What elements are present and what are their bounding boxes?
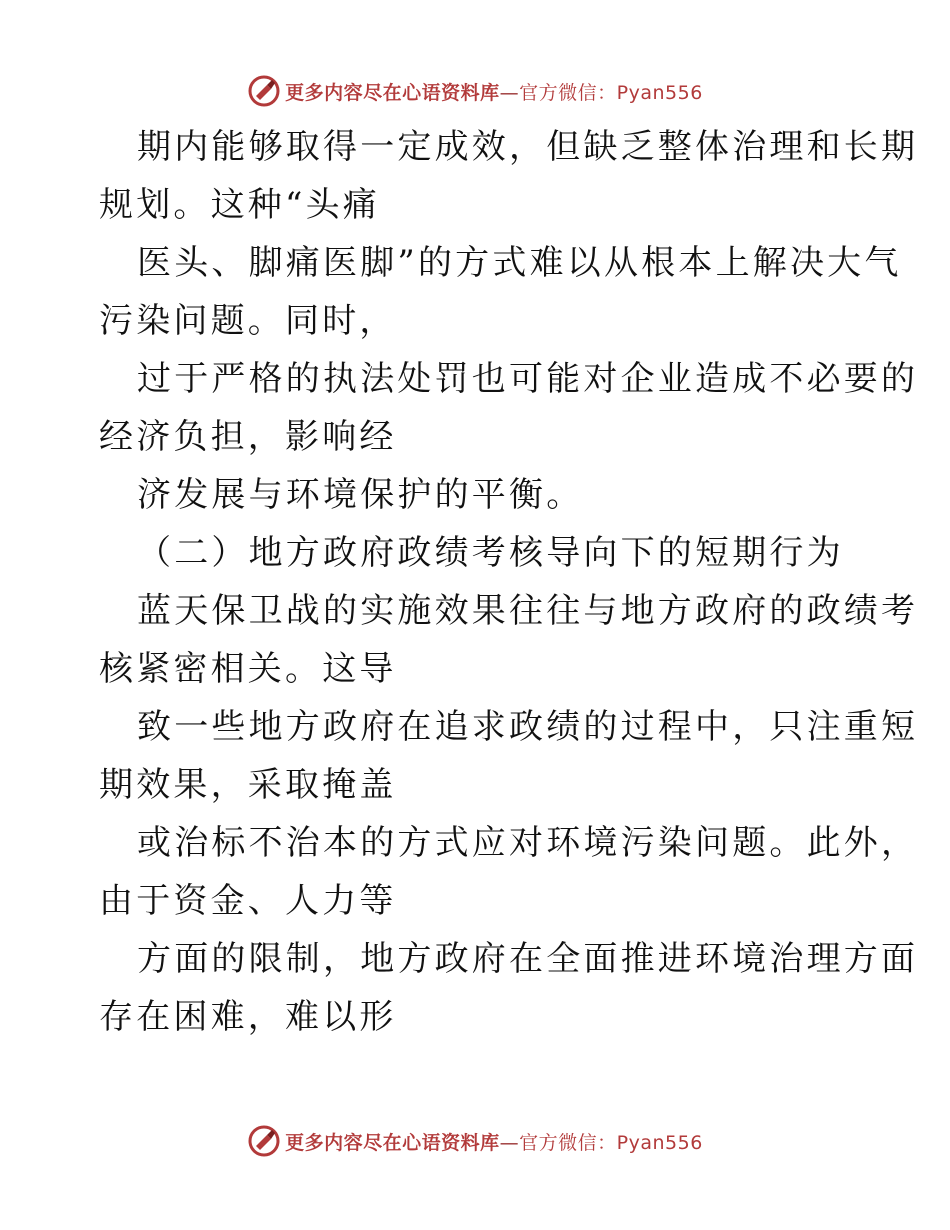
brand-logo-icon (247, 74, 281, 108)
text-line: 蓝天保卫战的实施效果往往与地方政府的政绩考 (137, 591, 919, 631)
document-body (99, 118, 919, 1046)
text-line: 核紧密相关。这导 (99, 649, 397, 689)
text-line: 致一些地方政府在追求政绩的过程中，只注重短 (137, 707, 919, 747)
brand-logo-icon (247, 1124, 281, 1158)
text-line: 或治标不治本的方式应对环境污染问题。此外， (137, 823, 919, 863)
watermark-dash: — (499, 81, 520, 104)
header-watermark (0, 74, 950, 108)
text-line: 经济负担，影响经 (99, 417, 397, 457)
watermark-text (285, 1128, 703, 1155)
text-line: 污染问题。同时， (99, 301, 397, 341)
text-line: 存在困难，难以形 (99, 997, 397, 1037)
watermark-text (285, 78, 703, 105)
watermark-wechat: 官方微信：Pyan556 (519, 1131, 703, 1154)
text-line: 由于资金、人力等 (99, 881, 397, 921)
section-heading: （二）地方政府政绩考核导向下的短期行为 (137, 533, 844, 573)
text-line: 济发展与环境保护的平衡。 (137, 475, 584, 515)
footer-watermark (0, 1124, 950, 1158)
watermark-lead: 更多内容尽在心语资料库 (285, 81, 500, 104)
text-line: 医头、脚痛医脚”的方式难以从根本上解决大气 (137, 243, 902, 283)
watermark-dash: — (499, 1131, 520, 1154)
watermark-lead: 更多内容尽在心语资料库 (285, 1131, 500, 1154)
text-line: 期内能够取得一定成效，但缺乏整体治理和长期 (137, 127, 919, 167)
text-line: 期效果，采取掩盖 (99, 765, 397, 805)
text-line: 方面的限制，地方政府在全面推进环境治理方面 (137, 939, 919, 979)
text-line: 规划。这种“头痛 (99, 185, 380, 225)
text-line: 过于严格的执法处罚也可能对企业造成不必要的 (137, 359, 919, 399)
watermark-wechat: 官方微信：Pyan556 (519, 81, 703, 104)
